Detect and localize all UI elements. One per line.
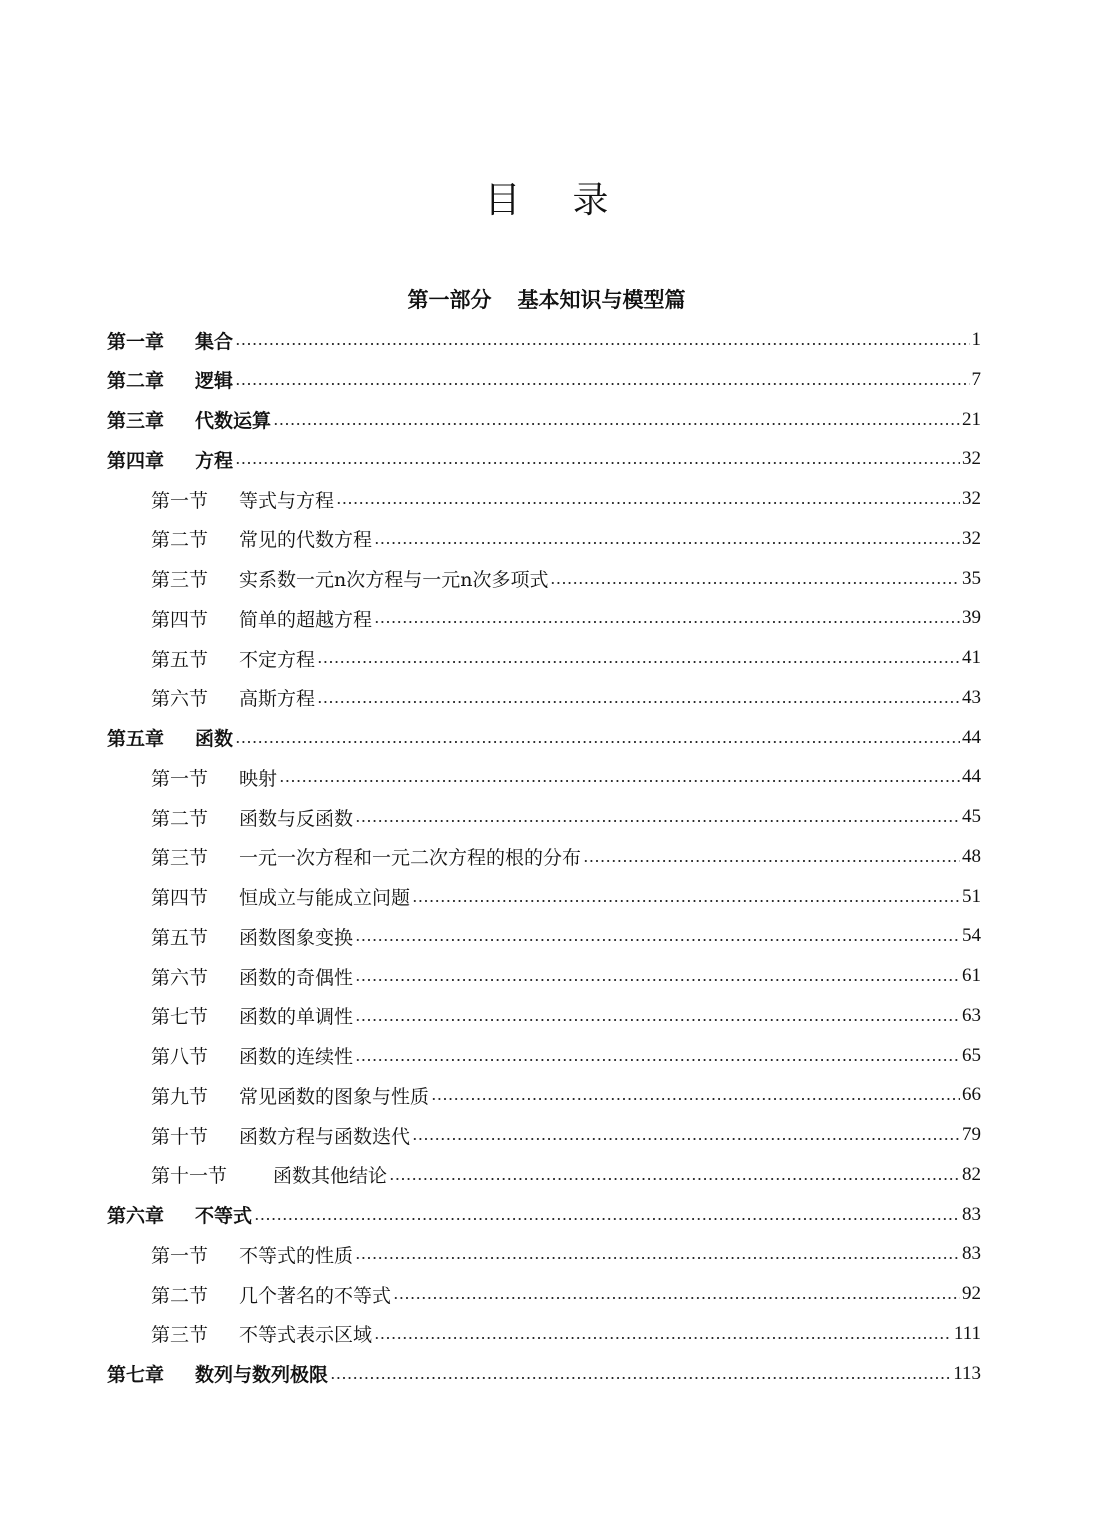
entry-label: 第九节 <box>151 1085 209 1108</box>
entry-page-number: 32 <box>962 527 981 549</box>
entry-title: 函数的奇偶性 <box>239 966 354 989</box>
entry-page-number: 44 <box>962 726 981 748</box>
toc-section-entry[interactable] <box>151 1234 981 1274</box>
entry-label: 第四节 <box>151 608 209 631</box>
toc-chapter-entry[interactable] <box>107 1195 981 1235</box>
entry-label: 第七节 <box>151 1006 209 1029</box>
entry-title: 简单的超越方程 <box>239 608 373 631</box>
leader-dots <box>355 1058 960 1062</box>
entry-title: 几个著名的不等式 <box>239 1284 392 1307</box>
leader-dots <box>412 899 960 903</box>
part-label: 第一部分 <box>407 288 492 312</box>
entry-label: 第五节 <box>151 926 209 949</box>
part-heading <box>0 284 1093 314</box>
entry-page-number: 35 <box>962 567 981 589</box>
leader-dots <box>412 1137 960 1141</box>
entry-label: 第十节 <box>151 1125 209 1148</box>
entry-page-number: 79 <box>962 1124 981 1145</box>
toc-section-entry[interactable] <box>151 519 981 559</box>
entry-title: 代数运算 <box>195 410 272 432</box>
entry-title: 高斯方程 <box>239 688 316 711</box>
leader-dots <box>355 1256 960 1260</box>
leader-dots <box>355 1018 960 1022</box>
entry-title: 函数与反函数 <box>239 807 354 830</box>
leader-dots <box>254 1217 960 1221</box>
entry-label: 第六节 <box>151 966 209 989</box>
entry-label: 第十一节 <box>151 1165 228 1188</box>
toc-section-entry[interactable] <box>151 1075 981 1115</box>
entry-title: 函数 <box>195 728 234 750</box>
entry-title: 映射 <box>239 767 278 790</box>
toc-chapter-entry[interactable] <box>107 400 981 440</box>
entry-title: 函数的单调性 <box>239 1006 354 1029</box>
leader-dots <box>431 1097 960 1101</box>
entry-label: 第八节 <box>151 1046 209 1068</box>
toc-chapter-entry[interactable] <box>107 439 981 479</box>
page-title: 目录 <box>484 180 661 221</box>
entry-page-number: 39 <box>962 607 981 629</box>
entry-label: 第四章 <box>107 449 165 472</box>
leader-dots <box>279 779 960 783</box>
entry-title: 函数的连续性 <box>239 1046 354 1068</box>
entry-page-number: 32 <box>962 448 981 470</box>
leader-dots <box>235 342 969 346</box>
leader-dots <box>389 1177 960 1181</box>
entry-label: 第三节 <box>151 569 209 591</box>
entry-label: 第一节 <box>151 489 209 512</box>
toc-section-entry[interactable] <box>151 598 981 638</box>
toc-section-entry[interactable] <box>151 1036 981 1076</box>
entry-label: 第三节 <box>151 847 209 870</box>
toc-section-entry[interactable] <box>151 956 981 996</box>
entry-page-number: 83 <box>962 1243 981 1265</box>
entry-page-number: 92 <box>962 1283 981 1304</box>
entry-label: 第三章 <box>107 410 165 432</box>
entry-label: 第一节 <box>151 767 209 790</box>
toc-section-entry[interactable] <box>151 678 981 718</box>
leader-dots <box>235 461 960 465</box>
toc-section-entry[interactable] <box>151 757 981 797</box>
entry-page-number: 1 <box>971 329 981 350</box>
leader-dots <box>374 541 960 545</box>
entry-label: 第一节 <box>151 1244 209 1267</box>
leader-dots <box>374 1336 952 1340</box>
entry-page-number: 43 <box>962 686 981 708</box>
toc-section-entry[interactable] <box>151 638 981 678</box>
entry-title: 数列与数列极限 <box>195 1364 329 1386</box>
entry-label: 第六章 <box>107 1205 165 1227</box>
entry-title: 方程 <box>195 449 234 472</box>
toc-section-entry[interactable] <box>151 1115 981 1155</box>
entry-page-number: 21 <box>962 408 981 430</box>
entry-page-number: 7 <box>971 368 981 390</box>
entry-label: 第二节 <box>151 529 209 552</box>
entry-label: 第三节 <box>151 1324 209 1347</box>
entry-title: 常见的代数方程 <box>239 529 373 552</box>
entry-label: 第二节 <box>151 807 209 830</box>
toc-section-entry[interactable] <box>151 797 981 837</box>
entry-title: 函数其他结论 <box>273 1165 388 1188</box>
leader-dots <box>393 1296 960 1300</box>
toc-section-entry[interactable] <box>151 1155 981 1195</box>
toc-chapter-entry[interactable] <box>107 718 981 758</box>
toc-section-entry[interactable] <box>151 479 981 519</box>
entry-title: 恒成立与能成立问题 <box>239 887 411 909</box>
entry-title: 等式与方程 <box>239 489 335 512</box>
toc-section-entry[interactable] <box>151 1314 981 1354</box>
leader-dots <box>355 819 960 823</box>
toc-section-entry[interactable] <box>151 837 981 877</box>
toc-section-entry[interactable] <box>151 559 981 599</box>
toc-chapter-entry[interactable] <box>107 360 981 400</box>
leader-dots <box>330 1376 951 1380</box>
leader-dots <box>355 978 960 982</box>
entry-page-number: 51 <box>962 885 981 907</box>
entry-page-number: 61 <box>962 965 981 986</box>
leader-dots <box>355 938 960 942</box>
entry-title: 实系数一元n次方程与一元n次多项式 <box>239 569 549 591</box>
entry-page-number: 111 <box>953 1322 981 1344</box>
entry-page-number: 44 <box>962 766 981 788</box>
toc-chapter-entry[interactable] <box>107 1354 981 1394</box>
entry-title: 函数方程与函数迭代 <box>239 1125 411 1148</box>
entry-page-number: 48 <box>962 845 981 867</box>
entry-title: 不等式的性质 <box>239 1244 354 1267</box>
entry-page-number: 54 <box>962 925 981 947</box>
entry-title: 不等式表示区域 <box>239 1324 373 1347</box>
entry-label: 第二节 <box>151 1284 209 1307</box>
leader-dots <box>317 700 960 704</box>
leader-dots <box>374 620 960 624</box>
entry-page-number: 113 <box>953 1362 981 1384</box>
entry-page-number: 63 <box>962 1004 981 1026</box>
entry-title: 集合 <box>195 330 234 353</box>
entry-title: 一元一次方程和一元二次方程的根的分布 <box>239 847 582 870</box>
entry-title: 逻辑 <box>195 370 234 393</box>
entry-title: 常见函数的图象与性质 <box>239 1085 430 1108</box>
leader-dots <box>273 422 960 426</box>
leader-dots <box>317 660 960 664</box>
entry-title: 不等式 <box>195 1205 253 1227</box>
entry-page-number: 83 <box>962 1203 981 1225</box>
entry-label: 第一章 <box>107 330 165 353</box>
entry-page-number: 45 <box>962 806 981 827</box>
entry-page-number: 82 <box>962 1163 981 1185</box>
leader-dots <box>235 382 969 386</box>
entry-label: 第五章 <box>107 728 165 750</box>
entry-label: 第六节 <box>151 688 209 711</box>
entry-page-number: 65 <box>962 1044 981 1066</box>
toc-section-entry[interactable] <box>151 877 981 917</box>
entry-page-number: 41 <box>962 647 981 668</box>
entry-label: 第七章 <box>107 1364 165 1386</box>
leader-dots <box>583 859 960 863</box>
toc-section-entry[interactable] <box>151 996 981 1036</box>
entry-title: 不定方程 <box>239 648 316 671</box>
part-name: 基本知识与模型篇 <box>517 288 686 312</box>
leader-dots <box>336 501 960 505</box>
leader-dots <box>235 740 960 744</box>
leader-dots <box>550 581 960 585</box>
toc-section-entry[interactable] <box>151 916 981 956</box>
entry-page-number: 32 <box>962 488 981 509</box>
entry-label: 第四节 <box>151 887 209 909</box>
entry-label: 第五节 <box>151 648 209 671</box>
entry-label: 第二章 <box>107 370 165 393</box>
entry-page-number: 66 <box>962 1084 981 1106</box>
toc-section-entry[interactable] <box>151 1274 981 1314</box>
toc-chapter-entry[interactable] <box>107 320 981 360</box>
entry-title: 函数图象变换 <box>239 926 354 949</box>
